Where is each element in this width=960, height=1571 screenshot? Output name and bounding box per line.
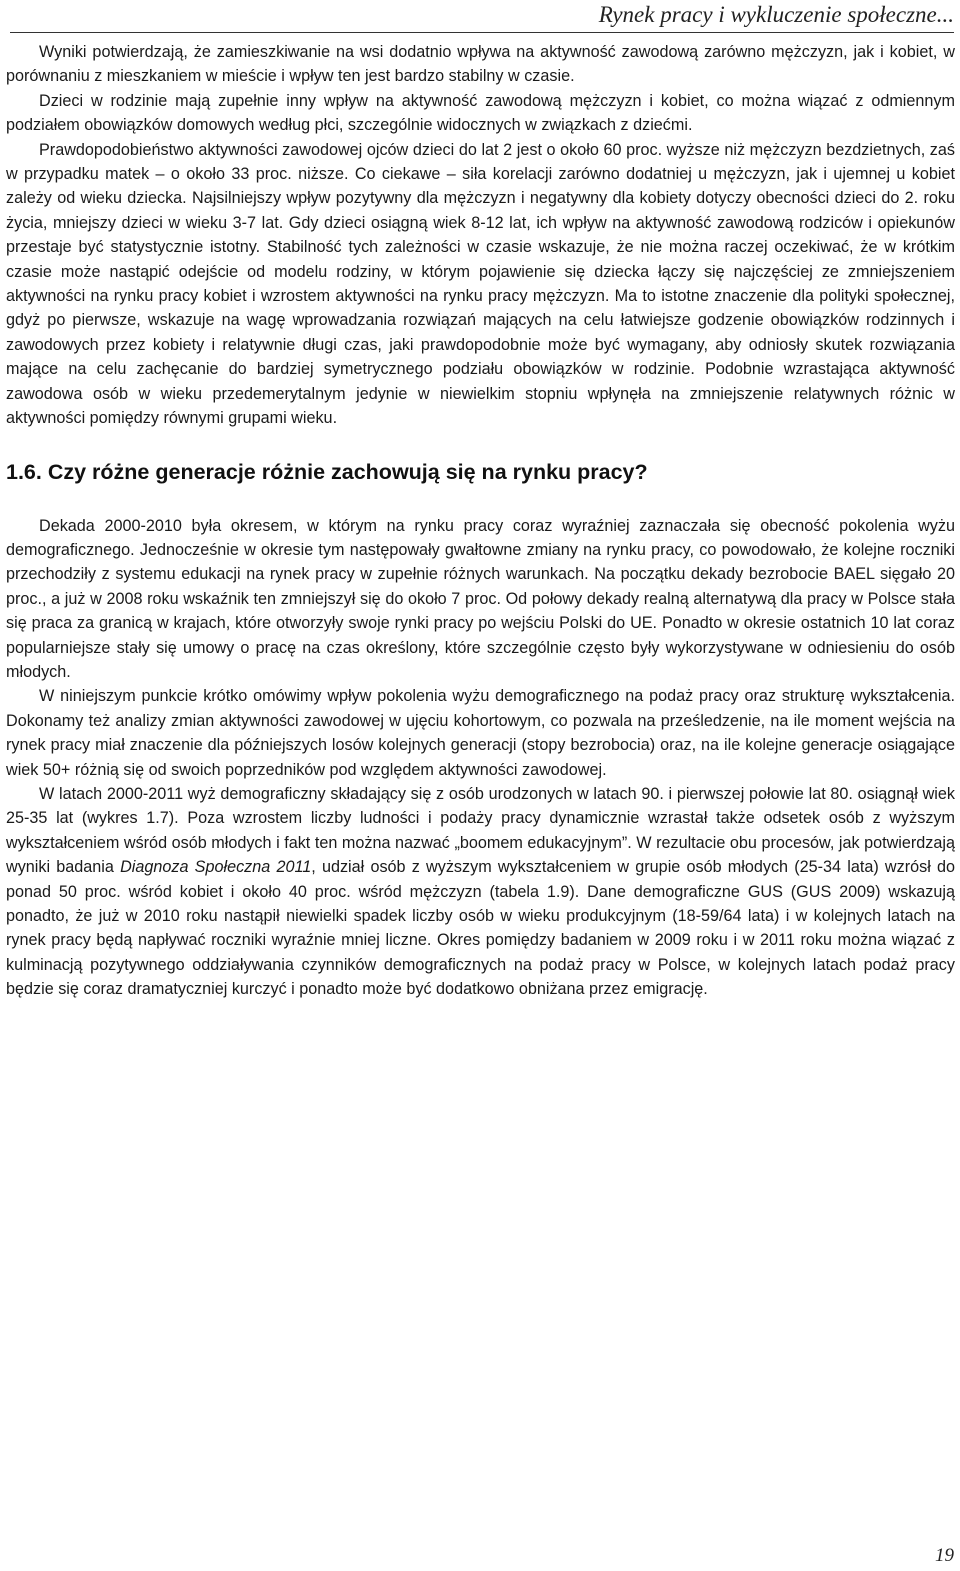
section-heading: 1.6. Czy różne generacje różnie zachowują się na rynku pracy?	[6, 459, 648, 484]
paragraph	[6, 782, 955, 1002]
running-head-title: Rynek pracy i wykluczenie społeczne...	[598, 2, 954, 27]
header-rule	[10, 32, 954, 33]
paragraph: Dekada 2000-2010 była okresem, w którym na rynku pracy coraz wyraźniej zaznaczała się obecność pokolenia wyżu demograficznego. Jednocześnie w okresie tym następowały gwałtowne zmiany na rynku pracy, co powodowało, że kolejne roczniki przechodziły z systemu edukacji na rynek pracy w zupełnie różnych warunkach. Na początku dekady bezrobocie BAEL sięgało 20 proc., a już w 2008 roku wskaźnik ten zmniejszył się do około 7 proc. Od połowy dekady realną alternatywą dla pracy w Polsce stała się praca za granicą w krajach, które otworzyły swoje rynki pracy po wejściu Polski do UE. Ponadto w okresie ostatnich 10 lat coraz popularniejsze stały się umowy o pracę na czas określony, które szczególnie często były wykorzystywane w odniesieniu do osób młodych.	[6, 516, 955, 681]
publication-title: Diagnoza Społeczna 2011	[120, 858, 312, 877]
paragraph: Prawdopodobieństwo aktywności zawodowej ojców dzieci do lat 2 jest o około 60 proc. wyższe niż mężczyzn bezdzietnych, zaś w przypadku matek – o około 33 proc. niższe. Co ciekawe – siła korelacji zarówno dodatniej u mężczyzn, jak i ujemnej u kobiet zależy od wieku dziecka. Najsilniejszy wpływ pozytywny dla mężczyzn i negatywny dla kobiety dotyczy obecności dzieci do 2. roku życia, mniejszy dzieci w wieku 3-7 lat. Gdy dzieci osiągną wiek 8-12 lat, ich wpływ na aktywność zawodową rodziców i opiekunów przestaje być statystycznie istotny. Stabilność tych zależności w czasie wskazuje, że nie można raczej oczekiwać, że w krótkim czasie może nastąpić odejście od modelu rodziny, w którym pojawienie się dziecka łączy się najczęściej ze zmniejszeniem aktywności na rynku pracy kobiet i wzrostem aktywności na rynku pracy mężczyzn. Ma to istotne znaczenie dla polityki społecznej, gdyż po pierwsze, wskazuje na wagę wprowadzania rozwiązań mających na celu łatwiejsze godzenie obowiązków rodzinnych i zawodowych przez kobiety i relatywnie długi czas, jaki prawdopodobnie może być wymagany, aby odniosły skutek rozwiązania mające na celu zachęcanie do bardziej symetrycznego podziału obowiązków w rodzinie. Podobnie wzrastająca aktywność zawodowa osób w wieku przedemerytalnym jedynie w niewielkim stopniu wpłynęła na zmniejszenie relatywnych różnic w aktywności pomiędzy równymi grupami wieku.	[6, 140, 955, 428]
paragraph: Wyniki potwierdzają, że zamieszkiwanie na wsi dodatnio wpływa na aktywność zawodową zarówno mężczyzn, jak i kobiet, w porównaniu z mieszkaniem w mieście i wpływ ten jest bardzo stabilny w czasie.	[6, 43, 955, 86]
body-text	[6, 40, 955, 1002]
page-number: 19	[935, 1545, 954, 1566]
paragraph-text: W latach 2000-2011 wyż demograficzny składający się z osób urodzonych w latach 90. i pierwszej połowie lat 80. osiągnął wiek 25-35 lat (wykres 1.7). Poza wzrostem liczby ludności i podaży pracy dynamicznie wzrastał także odsetek osób z wyższym wykształceniem wśród osób młodych i fakt ten można nazwać „boomem edukacyjnym”. W rezultacie obu procesów, jak potwierdzają wyniki badania	[6, 784, 955, 877]
paragraph-text: , udział osób z wyższym wykształceniem w grupie osób młodych (25-34 lata) wzrósł do ponad 50 proc. wśród kobiet i około 40 proc. wśród mężczyzn (tabela 1.9). Dane demograficzne GUS (GUS 2009) wskazują ponadto, że już w 2010 roku nastąpił niewielki spadek liczby osób w wieku produkcyjnym (18-59/64 lata) i w kolejnych latach na rynek pracy będą napływać roczniki wyraźnie mniej liczne. Okres pomiędzy badaniem w 2009 roku i w 2011 roku można wiązać z kulminacją pozytywnego oddziaływania czynników demograficznych na podaż pracy w Polsce, w kolejnych latach podaż pracy będzie się coraz dramatyczniej kurczyć i ponadto może być dodatkowo obniżana przez emigrację.	[6, 858, 955, 999]
paragraph: Dzieci w rodzinie mają zupełnie inny wpływ na aktywność zawodową mężczyzn i kobiet, co można wiązać z odmiennym podziałem obowiązków domowych według płci, szczególnie widocznych w związkach z dziećmi.	[6, 91, 955, 135]
paragraph: W niniejszym punkcie krótko omówimy wpływ pokolenia wyżu demograficznego na podaż pracy oraz strukturę wykształcenia. Dokonamy też analizy zmian aktywności zawodowej w ujęciu kohortowym, co pozwala na prześledzenie, na ile moment wejścia na rynek pracy miał znaczenie dla późniejszych losów kolejnych generacji (stopy bezrobocia) oraz, na ile kolejne generacje osiągające wiek 50+ różnią się od swoich poprzedników pod względem aktywności zawodowej.	[6, 687, 955, 779]
